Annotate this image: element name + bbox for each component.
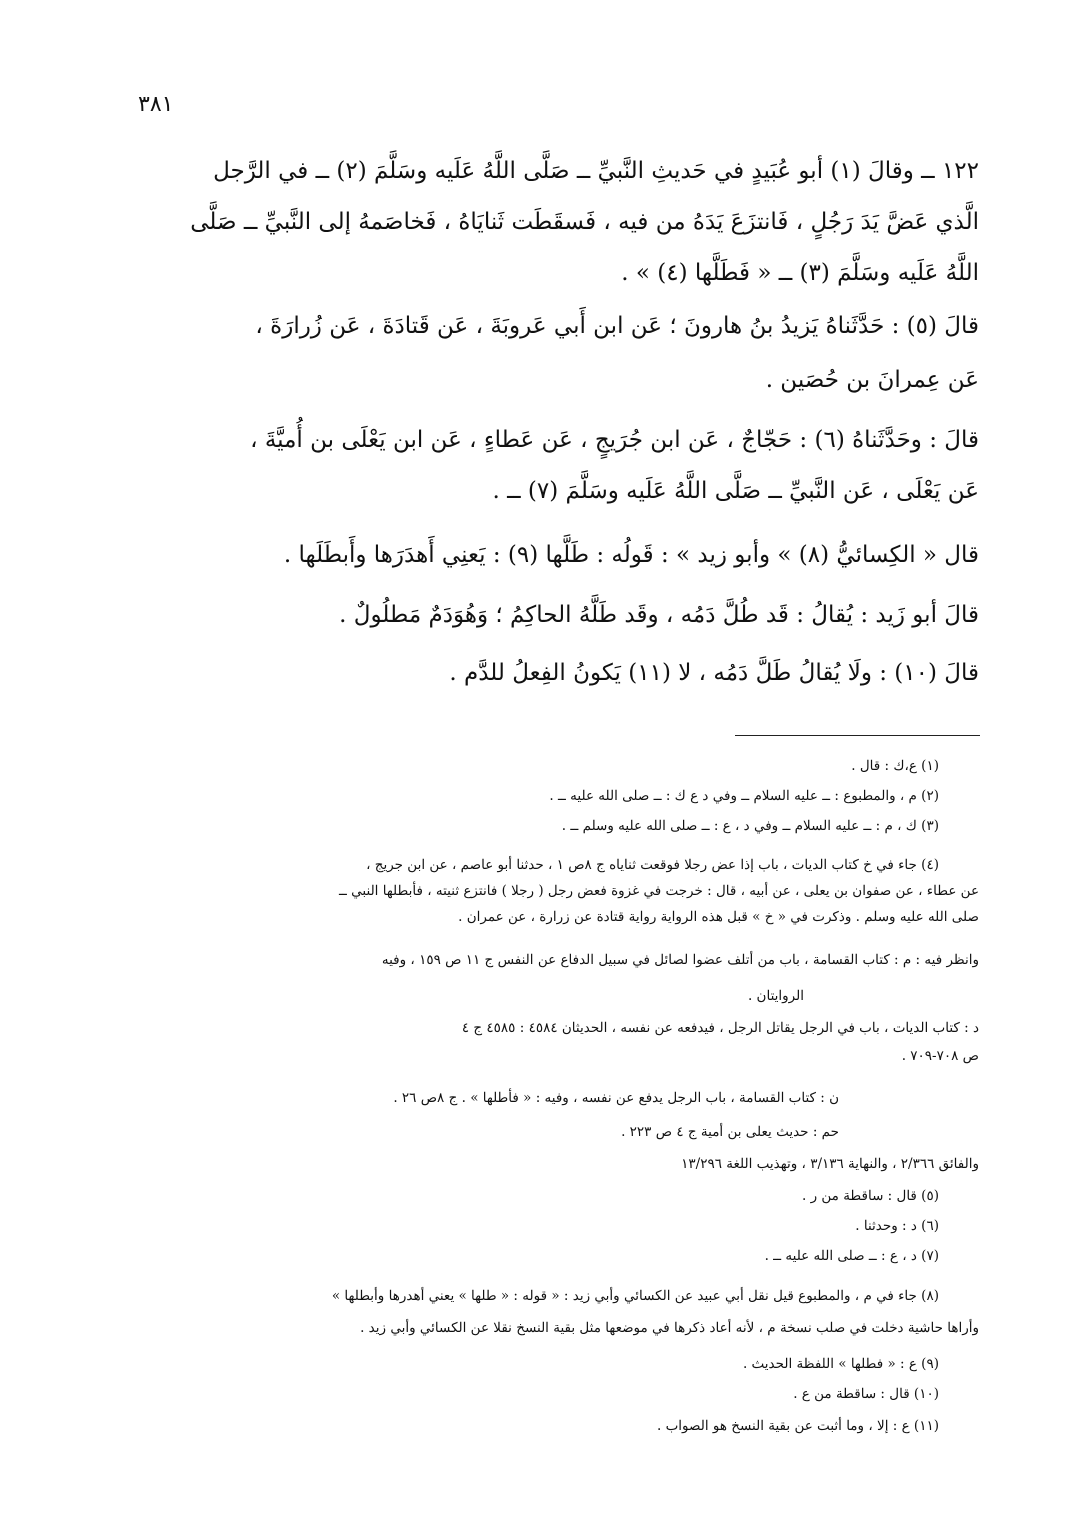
footnote-line: (٤) جاء في خ كتاب الديات ، باب إذا عض رجلا فوقعت ثناياه ج ٨ص ١ ، حدثنا أبو عاصم ، عن ابن جريج ، — [366, 857, 939, 873]
footnote-line: (٣) ك ، م : ــ عليه السلام ــ وفي د ، ع : ــ صلى الله عليه وسلم ــ . — [561, 818, 939, 834]
main-text-line: اللَّهُ عَلَيه وسَلَّمَ (٣) ــ « فَطَلَّها (٤) » . — [621, 260, 979, 286]
footnote-line: (٩) ع : « فطلها » اللفظة الحديث . — [742, 1356, 939, 1372]
footnote-line: (٨) جاء في م ، والمطبوع قيل نقل أبي عبيد عن الكسائي وأبي زيد : « قوله : « طلها » يعني أهدرها وأبطلها » — [331, 1288, 939, 1304]
footnote-line: صلى الله عليه وسلم . وذكرت في « خ » قبل هذه الرواية رواية قتادة عن زرارة ، عن عمران . — [458, 909, 979, 925]
footnote-line: الروايتان . — [747, 988, 804, 1004]
footnote-line: (١٠) قال : ساقطة من ع . — [793, 1386, 939, 1402]
footnote-line: (٦) د : وحدثنا . — [855, 1218, 939, 1234]
main-text-line: عَن عِمرانَ بن حُصَين . — [765, 367, 979, 393]
page-number: ٣٨١ — [138, 92, 174, 117]
footnote-line: وأراها حاشية دخلت في صلب نسخة م ، لأنه أعاد ذكرها في موضعها مثل بقية النسخ نقلا عن الكسائي وأبي زيد . — [360, 1320, 979, 1336]
main-text-line: قالَ (١٠) : ولَا يُقالُ طَلَّ دَمُه ، لا (١١) يَكونُ الفِعلُ للدَّم . — [449, 660, 979, 686]
footnote-line: عن عطاء ، عن صفوان بن يعلى ، عن أبيه ، قال : خرجت في غزوة فعض رجل ( رجلا ) فانتزع ثنيته ، فأبطلها النبي ــ — [338, 883, 979, 899]
footnote-line: د : كتاب الديات ، باب في الرجل يقاتل الرجل ، فيدفعه عن نفسه ، الحديثان ٤٥٨٤ : ٤٥٨٥ ج ٤ — [461, 1020, 979, 1036]
footnote-line: (٥) قال : ساقطة من ر . — [802, 1188, 939, 1204]
footnote-line: (١) ع،ك : قال . — [851, 758, 939, 774]
footnote-line: ص ٧٠٨-٧٠٩ . — [901, 1048, 979, 1064]
footnote-divider — [735, 735, 980, 736]
main-text-line: الَّذي عَضَّ يَدَ رَجُلٍ ، فَانتزَعَ يَدَهُ من فيه ، فَسقَطَت ثَنايَاهُ ، فَخاصَمهُ إلى النَّبيِّ ــ صَلَّى — [190, 209, 979, 235]
footnote-line: ن : كتاب القسامة ، باب الرجل يدفع عن نفسه ، وفيه : « فأطلها » . ج ٨ص ٢٦ . — [393, 1090, 839, 1106]
footnote-line: (٧) د ، ع : ــ صلى الله عليه ــ . — [764, 1248, 939, 1264]
footnote-line: (١١) ع : إلا ، وما أثبت عن بقية النسخ هو الصواب . — [657, 1418, 939, 1434]
footnote-line: وانظر فيه : م : كتاب القسامة ، باب من أتلف عضوا لصائل في سبيل الدفاع عن النفس ج ١١ ص ١٥٩ ، وفيه — [381, 952, 979, 968]
footnote-line: (٢) م ، والمطبوع : ــ عليه السلام ــ وفي د ع ك : ــ صلى الله عليه ــ . — [549, 788, 939, 804]
main-text-line: عَن يَعْلَى ، عَن النَّبيِّ ــ صَلَّى اللَّهُ عَلَيه وسَلَّمَ (٧) ــ . — [492, 478, 979, 504]
footnote-line: حم : حديث يعلى بن أمية ج ٤ ص ٢٢٣ . — [621, 1124, 839, 1140]
main-text-line: قال « الكِسائيُّ (٨) » وأبو زيد » : قَولُه : طَلَّها (٩) : يَعنِي أَهدَرَها وأَبطَلَها . — [283, 542, 979, 568]
main-text-line: قالَ أبو زَيد : يُقالُ : قَد طُلَّ دَمُه ، وقَد طَلَّهُ الحاكِمُ ؛ وَهُوَدَمٌ مَطلُولٌ . — [339, 602, 979, 628]
main-text-line: قالَ : وحَدَّثَناهُ (٦) : حَجّاجٌ ، عَن ابن جُرَيجٍ ، عَن عَطاءٍ ، عَن ابن يَعْلَى بن أُميَّةَ ، — [250, 427, 979, 453]
main-text-line: ١٢٢ ــ وقالَ (١) أبو عُبَيدٍ في حَديثِ النَّبيِّ ــ صَلَّى اللَّهُ عَلَيه وسَلَّمَ (٢) ــ في الرَّجل — [213, 158, 979, 184]
footnote-line: والفائق ٢/٣٦٦ ، والنهاية ٣/١٣٦ ، وتهذيب اللغة ١٣/٢٩٦ — [681, 1156, 979, 1172]
main-text-line: قالَ (٥) : حَدَّثَناهُ يَزيدُ بنُ هارونَ ؛ عَن ابن أَبي عَروبَةَ ، عَن قَتادَةَ ، عَن زُرارَةَ ، — [255, 313, 979, 339]
